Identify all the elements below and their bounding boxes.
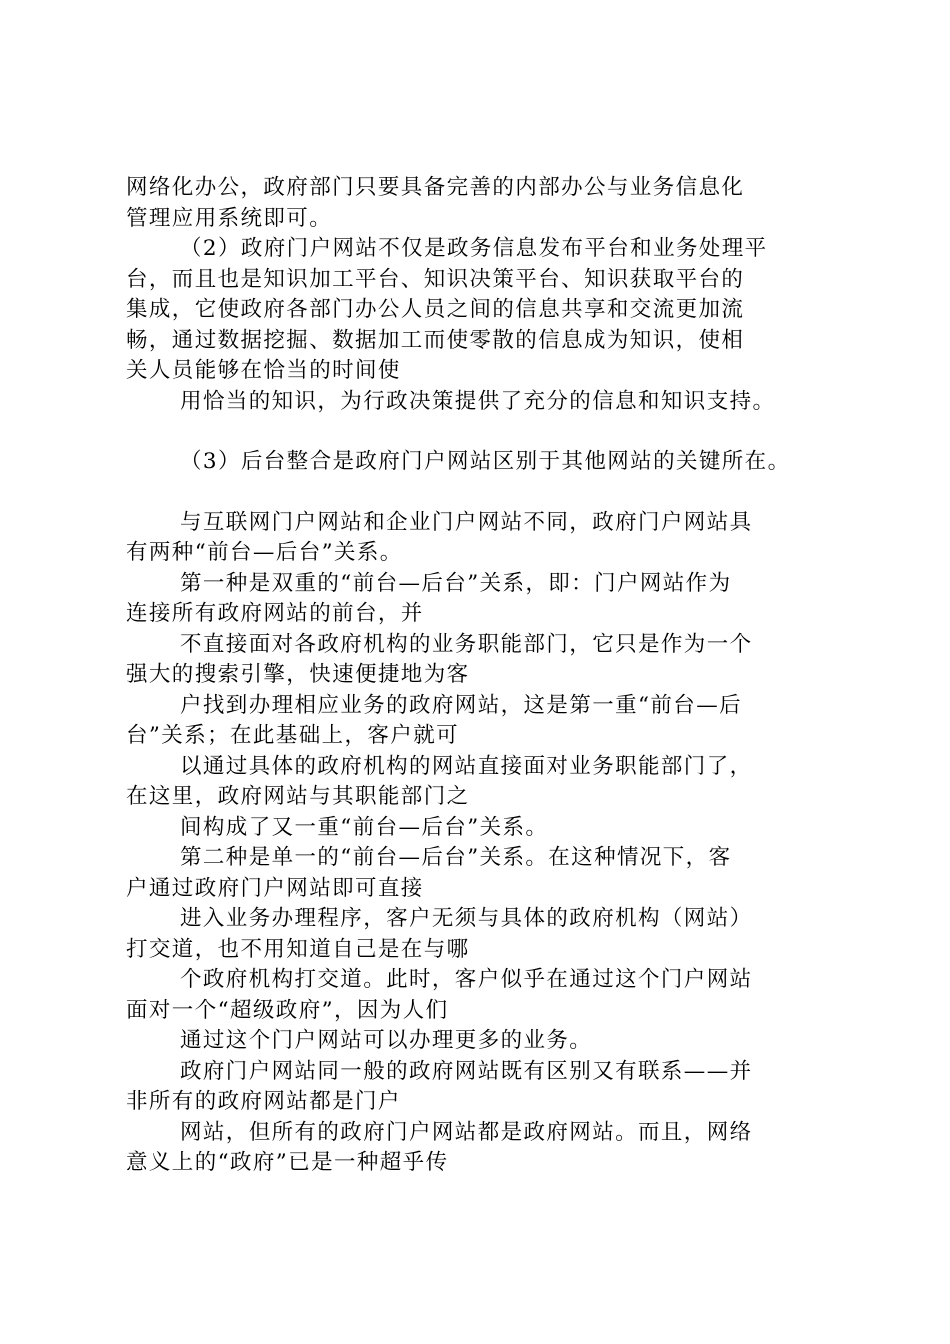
text-line: 第二种是单一的“前台—后台”关系。在这种情况下，客 — [180, 845, 732, 870]
text-line: 用恰当的知识，为行政决策提供了充分的信息和知识支持。 — [180, 388, 776, 414]
text-line: 以通过具体的政府机构的网站直接面对业务职能部门了， — [180, 753, 753, 779]
text-line: 意义上的“政府”已是一种超乎传 — [126, 1150, 449, 1175]
text-line: 集成，它使政府各部门办公人员之间的信息共享和交流更加流 — [126, 297, 745, 322]
text-line: （3）后台整合是政府门户网站区别于其他网站的关键所在。 — [180, 449, 791, 474]
text-line: 台”关系；在此基础上，客户就可 — [126, 723, 459, 748]
text-line: 非所有的政府网站都是门户 — [126, 1089, 401, 1114]
text-line: 打交道，也不用知道自己是在与哪 — [126, 936, 470, 962]
text-line: 第一种是双重的“前台—后台”关系，即：门户网站作为 — [180, 570, 732, 596]
text-line: 网站，但所有的政府门户网站都是政府网站。而且，网络 — [180, 1119, 753, 1145]
text-line: 不直接面对各政府机构的业务职能部门，它只是作为一个 — [180, 631, 753, 657]
text-line: 关人员能够在恰当的时间使 — [126, 358, 401, 383]
text-line: 通过这个门户网站可以办理更多的业务。 — [180, 1028, 593, 1053]
text-line: （2）政府门户网站不仅是政务信息发布平台和业务处理平 — [180, 236, 768, 261]
text-line: 进入业务办理程序，客户无须与具体的政府机构（网站） — [180, 906, 753, 931]
text-line: 与互联网门户网站和企业门户网站不同，政府门户网站具 — [180, 509, 753, 535]
text-line: 间构成了又一重“前台—后台”关系。 — [180, 814, 549, 840]
text-line: 台，而且也是知识加工平台、知识决策平台、知识获取平台的 — [126, 266, 745, 292]
document-body — [126, 173, 846, 1179]
text-line: 在这里，政府网站与其职能部门之 — [126, 784, 470, 809]
text-line: 畅，通过数据挖掘、数据加工而使零散的信息成为知识，使相 — [126, 327, 745, 353]
text-line: 有两种“前台—后台”关系。 — [126, 540, 403, 565]
text-line: 政府门户网站同一般的政府网站既有区别又有联系——并 — [180, 1058, 753, 1084]
text-line: 面对一个“超级政府”，因为人们 — [126, 997, 449, 1023]
text-line: 个政府机构打交道。此时，客户似乎在通过这个门户网站 — [180, 967, 753, 992]
text-line: 户找到办理相应业务的政府网站，这是第一重“前台—后 — [180, 692, 742, 718]
text-line: 户通过政府门户网站即可直接 — [126, 875, 424, 901]
text-line: 强大的搜索引擎，快速便捷地为客 — [126, 662, 470, 687]
text-line: 管理应用系统即可。 — [126, 205, 333, 231]
text-line: 连接所有政府网站的前台，并 — [126, 601, 424, 626]
text-line: 网络化办公，政府部门只要具备完善的内部办公与业务信息化 — [126, 175, 745, 200]
